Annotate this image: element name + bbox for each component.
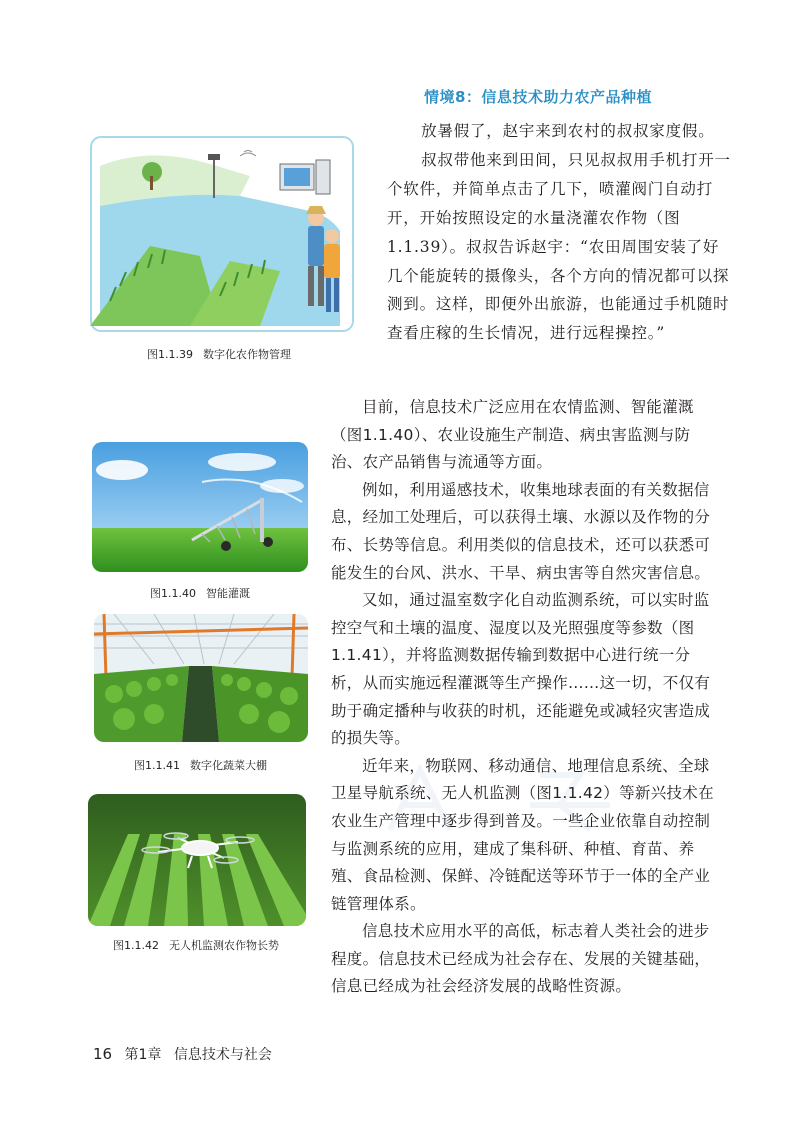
body-paragraph: 目前，信息技术广泛应用在农情监测、智能灌溉（图1.1.40）、农业设施生产制造、病虫害监测与防治、农产品销售与流通等方面。	[331, 398, 694, 472]
scenario-text	[387, 117, 733, 348]
scenario-paragraph: 叔叔带他来到田间，只见叔叔用手机打开一个软件，并简单点击了几下，喷灌阀门自动打开，开始按照设定的水量浇灌农作物（图1.1.39）。叔叔告诉赵宇：“农田周围安装了好几个能旋转的摄像头，各个方向的情况都可以探测到。这样，即便外出旅游，也能通过手机随时查看庄稼的生长情况，进行远程操控。”	[387, 150, 731, 343]
figure-number: 图1.1.39	[147, 348, 193, 361]
figure-number: 图1.1.40	[150, 587, 196, 600]
main-text	[331, 394, 715, 1001]
figure-caption-42	[113, 937, 279, 953]
figure-caption-text: 数字化农作物管理	[203, 348, 291, 361]
figure-smart-irrigation	[92, 442, 308, 572]
body-paragraph: 又如，通过温室数字化自动监测系统，可以实时监控空气和土壤的温度、湿度以及光照强度等参数（图1.1.41），并将监测数据传输到数据中心进行统一分析，从而实施远程灌溉等生产操作……这一切，不仅有助于确定播种与收获的时机，还能避免或减轻灾害造成的损失等。	[331, 591, 711, 748]
figure-number: 图1.1.42	[113, 939, 159, 952]
page-number: 16	[93, 1045, 113, 1063]
chapter-title: 信息技术与社会	[173, 1047, 272, 1063]
figure-caption-39	[147, 346, 291, 362]
figure-digital-crop-management	[90, 136, 354, 332]
chapter-label: 第1章	[124, 1047, 162, 1063]
figure-number: 图1.1.41	[134, 759, 180, 772]
figure-caption-text: 智能灌溉	[206, 587, 250, 600]
figure-caption-text: 数字化蔬菜大棚	[190, 759, 267, 772]
scenario-paragraph: 放暑假了，赵宇来到农村的叔叔家度假。	[421, 122, 715, 140]
scenario-title: 情境8：信息技术助力农产品种植	[424, 88, 652, 106]
watermark-shape	[380, 760, 640, 840]
body-paragraph: 近年来，物联网、移动通信、地理信息系统、全球卫星导航系统、无人机监测（图1.1.42）等新兴技术在农业生产管理中逐步得到普及。一些企业依靠自动控制与监测系统的应用，建成了集科研、种植、育苗、养殖、食品检测、保鲜、冷链配送等环节于一体的全产业链管理体系。	[331, 756, 714, 913]
figure-digital-greenhouse	[94, 614, 308, 742]
page-footer	[93, 1044, 272, 1064]
figure-drone-monitoring	[88, 794, 306, 926]
body-paragraph: 信息技术应用水平的高低，标志着人类社会的进步程度。信息技术已经成为社会存在、发展的关键基础，信息已经成为社会经济发展的战略性资源。	[331, 922, 711, 996]
body-paragraph: 例如，利用遥感技术，收集地球表面的有关数据信息，经加工处理后，可以获得土壤、水源以及作物的分布、长势等信息。利用类似的信息技术，还可以获悉可能发生的台风、洪水、干旱、病虫害等自然灾害信息。	[331, 480, 711, 582]
figure-caption-text: 无人机监测农作物长势	[169, 939, 279, 952]
figure-caption-40	[150, 585, 250, 601]
figure-caption-41	[134, 757, 267, 773]
